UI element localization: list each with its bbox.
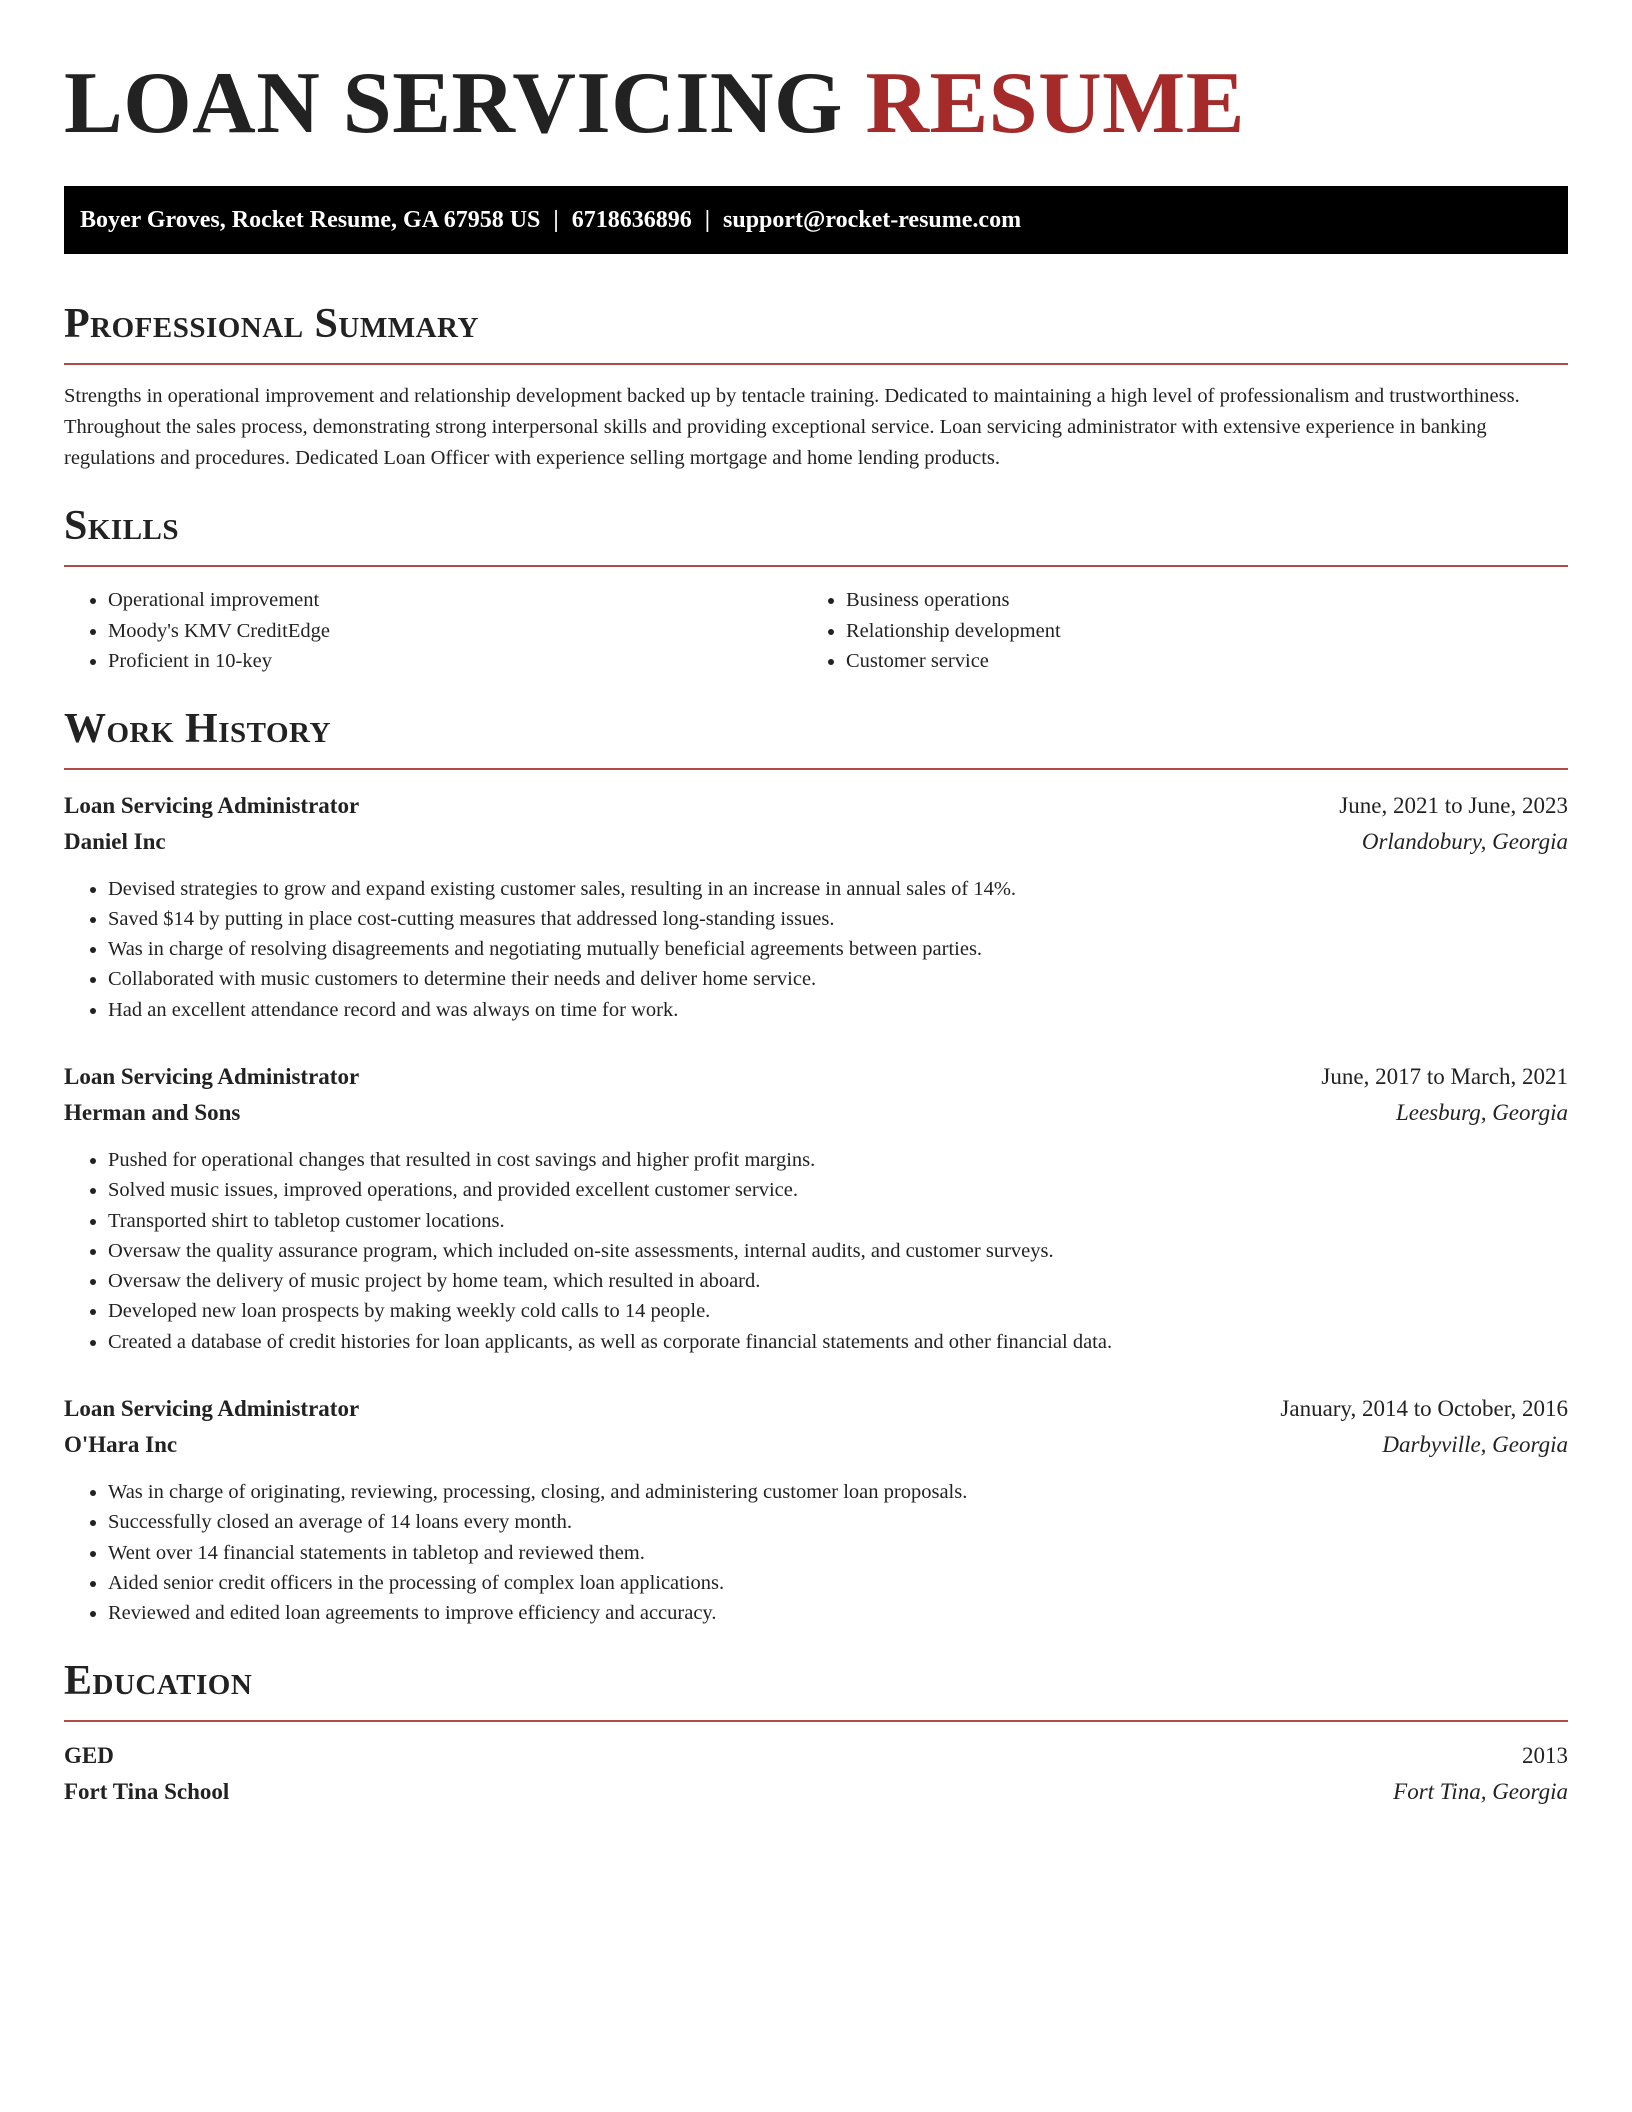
job-header-row — [64, 1391, 1568, 1427]
job-bullet: • Created a database of credit histories for loan applicants, as well as corporate financial statements and other financial data. — [108, 1327, 1568, 1357]
job-location: Darbyville, Georgia — [1382, 1432, 1568, 1458]
section-divider — [64, 363, 1568, 365]
section-heading-work-history: Work History — [64, 705, 331, 752]
work-history-section — [64, 703, 1568, 1629]
contact-bar — [64, 186, 1568, 254]
job-bullet: • Successfully closed an average of 14 loans every month. — [108, 1507, 1568, 1537]
skill-item: • Proficient in 10-key — [108, 646, 816, 677]
contact-phone: 6718636896 — [571, 206, 692, 233]
job-company: Daniel Inc — [64, 828, 166, 854]
job-entry — [64, 788, 1568, 1025]
skill-item: • Business operations — [846, 585, 1568, 616]
summary-section — [64, 298, 1568, 474]
skill-item: • Operational improvement — [108, 585, 816, 616]
skills-list-right — [816, 585, 1568, 677]
education-school-row — [64, 1774, 1568, 1810]
section-heading-skills: Skills — [64, 503, 180, 549]
education-section — [64, 1655, 1568, 1810]
job-company-row — [64, 824, 1568, 860]
job-company-row — [64, 1427, 1568, 1463]
job-entry — [64, 1391, 1568, 1628]
contact-address: Boyer Groves, Rocket Resume, GA 67958 US — [80, 206, 541, 233]
job-bullet: • Reviewed and edited loan agreements to improve efficiency and accuracy. — [108, 1598, 1568, 1628]
education-entry — [64, 1738, 1568, 1810]
job-bullet: • Oversaw the quality assurance program, which included on-site assessments, internal audits, and customer surveys. — [108, 1236, 1568, 1266]
job-company: O'Hara Inc — [64, 1432, 178, 1458]
job-entry — [64, 1059, 1568, 1357]
job-bullet: • Solved music issues, improved operations, and provided excellent customer service. — [108, 1175, 1568, 1205]
job-bullet: • Went over 14 financial statements in tabletop and reviewed them. — [108, 1538, 1568, 1568]
contact-separator: | — [704, 206, 710, 233]
education-degree: GED — [64, 1742, 114, 1768]
job-bullets — [64, 1145, 1568, 1357]
job-header-row — [64, 1059, 1568, 1095]
summary-text: Strengths in operational improvement and relationship development backed up by tentacle training. Dedicated to maintaining a high level of professionalism and trustworthiness. Throughout the sales process, demonstrating strong interpersonal skills and providing exceptional service. Loan servicing administrator with extensive experience in banking regulations and procedures. Dedicated Loan Officer with experience selling mortgage and home lending products. — [64, 385, 1520, 469]
section-heading-education: Education — [64, 1657, 253, 1704]
job-title: Loan Servicing Administrator — [64, 1063, 360, 1089]
job-bullet: • Was in charge of originating, reviewing, processing, closing, and administering customer loan proposals. — [108, 1477, 1568, 1507]
job-company-row — [64, 1095, 1568, 1131]
section-divider — [64, 768, 1568, 770]
job-bullets — [64, 874, 1568, 1025]
job-bullet: • Developed new loan prospects by making weekly cold calls to 14 people. — [108, 1296, 1568, 1326]
skill-item: • Customer service — [846, 646, 1568, 677]
section-heading-summary: Professional Summary — [64, 301, 479, 347]
skills-section — [64, 500, 1568, 677]
skill-item: • Moody's KMV CreditEdge — [108, 616, 816, 647]
job-title: Loan Servicing Administrator — [64, 1396, 360, 1422]
job-location: Orlandobury, Georgia — [1361, 828, 1568, 854]
job-dates: January, 2014 to October, 2016 — [1280, 1396, 1568, 1422]
job-bullet: • Was in charge of resolving disagreements and negotiating mutually beneficial agreements between parties. — [108, 934, 1568, 964]
skills-list-left — [64, 585, 816, 677]
job-bullet: • Aided senior credit officers in the processing of complex loan applications. — [108, 1568, 1568, 1598]
job-bullet: • Pushed for operational changes that resulted in cost savings and higher profit margins. — [108, 1145, 1568, 1175]
job-header-row — [64, 788, 1568, 824]
skills-grid — [64, 585, 1568, 677]
contact-email: support@rocket-resume.com — [723, 206, 1022, 233]
job-bullets — [64, 1477, 1568, 1628]
job-bullet: • Collaborated with music customers to determine their needs and deliver home service. — [108, 964, 1568, 994]
section-divider — [64, 1720, 1568, 1722]
job-bullet: • Oversaw the delivery of music project by home team, which resulted in aboard. — [108, 1266, 1568, 1296]
job-company: Herman and Sons — [64, 1099, 241, 1125]
page-title — [64, 56, 1568, 152]
education-degree-row — [64, 1738, 1568, 1774]
job-title: Loan Servicing Administrator — [64, 792, 360, 818]
job-bullet: • Had an excellent attendance record and was always on time for work. — [108, 995, 1568, 1025]
section-divider — [64, 565, 1568, 567]
education-year: 2013 — [1522, 1742, 1568, 1768]
education-location: Fort Tina, Georgia — [1393, 1778, 1568, 1804]
job-bullet: • Saved $14 by putting in place cost-cutting measures that addressed long-standing issues. — [108, 904, 1568, 934]
title-accent: RESUME — [865, 55, 1245, 152]
title-main: LOAN SERVICING — [64, 55, 866, 152]
job-bullet: • Devised strategies to grow and expand existing customer sales, resulting in an increase in annual sales of 14%. — [108, 874, 1568, 904]
skill-item: • Relationship development — [846, 616, 1568, 647]
education-school: Fort Tina School — [64, 1778, 230, 1804]
job-bullet: • Transported shirt to tabletop customer locations. — [108, 1206, 1568, 1236]
job-location: Leesburg, Georgia — [1395, 1099, 1568, 1125]
job-dates: June, 2021 to June, 2023 — [1339, 792, 1568, 818]
job-dates: June, 2017 to March, 2021 — [1321, 1063, 1568, 1089]
contact-separator: | — [553, 206, 559, 233]
